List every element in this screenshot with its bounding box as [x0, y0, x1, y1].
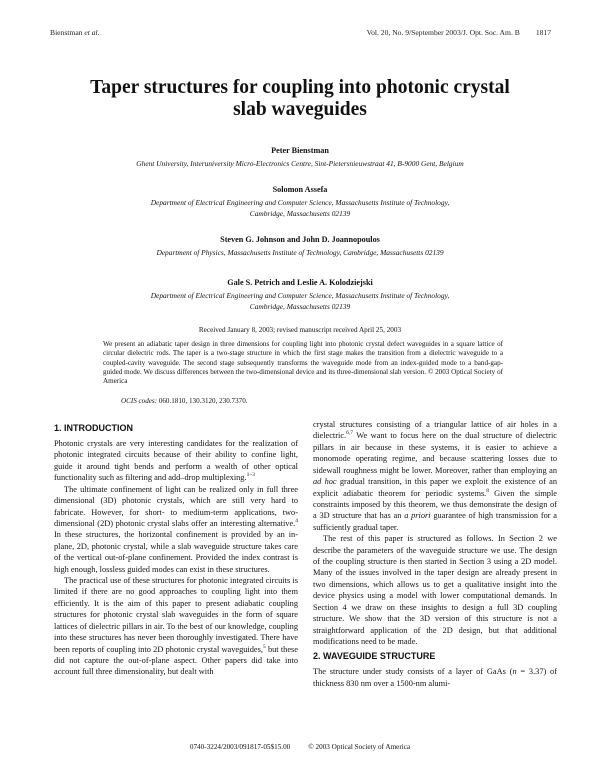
- affiliation-2-line-2: Cambridge, Massachusetts 02139: [249, 208, 351, 218]
- header-etal: et al.: [82, 28, 100, 37]
- paragraph-text: crystal structures consisting of a triangular lattice of air holes in a dielectric.: [313, 420, 557, 441]
- citation: 6,7: [346, 430, 353, 437]
- section-heading-waveguide-structure: 2. WAVEGUIDE STRUCTURE: [313, 651, 436, 662]
- affiliation-3-line-1: Department of Physics, Massachusetts Institute of Technology, Cambridge, Massachusetts 02139: [156, 248, 444, 257]
- ocis-codes: [121, 397, 248, 405]
- paragraph: [313, 666, 557, 689]
- affiliation-4-line-2: Cambridge, Massachusetts 02139: [249, 301, 351, 311]
- affiliation-4: [90, 291, 510, 312]
- paragraph-text: The ultimate confinement of light can be realized only in full three dimensional (3D) photonic crystals, which are still very hard to fabricate. However, for short- to medium-term applications, two-dimensional (2D) photonic crystal slabs offer an interesting alternative.: [54, 484, 298, 528]
- paragraph-text: We want to focus here on the dual structure of dielectric pillars in air because in these systems, it is easier to achieve a monomode operating regime, and because scattering losses due to sidewall roughness might be lower. Moreover, rather than employing an: [313, 431, 557, 475]
- author-1: Peter Bienstman: [271, 146, 329, 155]
- author-2: Solomon Assefa: [272, 185, 328, 194]
- page-footer: 0740-3224/2003/091817-05$15.00 © 2003 Optical Society of America: [189, 743, 411, 751]
- affiliation-2-line-1: Department of Electrical Engineering and Computer Science, Massachusetts Institute of Technology,: [150, 198, 450, 207]
- emphasis: ad hoc: [313, 477, 337, 487]
- header-author: Bienstman: [50, 28, 83, 37]
- citation: 4: [295, 518, 298, 525]
- title-line-2: slab waveguides: [233, 99, 367, 120]
- paragraph-text: Photonic crystals are very interesting candidates for the realization of photonic integrated circuits because of their ability to confine light, guide it around tight bends and perform a wealth of other optical functionality such as filtering and add–drop multiplexing.: [54, 439, 298, 483]
- header-journal: Vol. 20, No. 9/September 2003/J. Opt. Soc. Am. B: [366, 28, 520, 37]
- ocis-values: 060.1810, 130.3120, 230.7370.: [157, 397, 248, 405]
- emphasis: n: [512, 667, 517, 677]
- header-page-number: 1817: [535, 28, 551, 37]
- paragraph: [54, 484, 298, 575]
- paragraph-text: gradual transition, in this paper we exploit the existence of an explicit adiabatic theorem for periodic systems.: [313, 477, 557, 498]
- paragraph-text: = 3.37) of thickness 830 nm over a 1500-nm alumi-: [313, 667, 557, 688]
- affiliation-1: [90, 159, 510, 170]
- received-dates: Received January 8, 2003; revised manuscript received April 25, 2003: [198, 326, 402, 334]
- paragraph-text: In these structures, the horizontal confinement is provided by an in-plane, 2D, photonic crystal, while a slab waveguide structure takes care of the vertical out-of-plane confinement. Provided the index contrast is high enough, lossless guided modes can exist in these structures.: [54, 530, 298, 574]
- paragraph-text: The structure under study consists of a layer of GaAs (: [313, 667, 513, 677]
- author-3: Steven G. Johnson and John D. Joannopoulos: [220, 235, 380, 244]
- affiliation-3: [90, 248, 510, 259]
- citation: 8: [486, 487, 490, 494]
- paragraph-text: Given the simple constraints imposed by this theorem, we thus demonstrate the design of a 3D structure that has an: [313, 488, 557, 521]
- paragraph-text: but these did not capture the out-of-plane aspect. Other papers did take into account full three dimensionality, but dealt with: [54, 644, 298, 677]
- emphasis: a priori: [404, 511, 431, 521]
- right-column: [313, 419, 557, 689]
- affiliation-2: [90, 198, 510, 219]
- left-column: [54, 419, 298, 678]
- citation: 1–3: [246, 472, 255, 479]
- paragraph-text: guarantee of high transmission for a sufficiently gradual taper.: [313, 511, 558, 532]
- paragraph: [313, 419, 557, 533]
- citation: 5: [262, 643, 266, 650]
- ocis-label: OCIS codes:: [121, 397, 158, 405]
- affiliation-4-line-1: Department of Electrical Engineering and Computer Science, Massachusetts Institute of Technology,: [150, 291, 450, 300]
- author-4: Gale S. Petrich and Leslie A. Kolodziejski: [227, 278, 373, 287]
- running-header-left: [50, 28, 100, 37]
- title-line-1: Taper structures for coupling into photonic crystal: [90, 77, 510, 98]
- affiliation-1-line-1: Ghent University, Interuniversity Micro-Electronics Centre, Sint-Pietersnieuwstraat 41, B-9000 Gent, Belgium: [136, 159, 464, 168]
- paper-title: [60, 77, 540, 121]
- paragraph: [54, 438, 298, 484]
- running-header-right: [300, 28, 551, 37]
- paragraph-text: The rest of this paper is structured as follows. In Section 2 we describe the parameters of the waveguide structure we use. The design of the coupling structure is then started in Section 3 using a 2D model. Many of the issues involved in the taper design are already present in two dimensions, which allows us to get a qualitative insight into the device physics using a model with lower computational demands. In Section 4 we draw on these insights to design a full 3D coupling structure. We show that the 3D version of this structure is not a straightforward application of the 2D design, but that additional modifications need to be made.: [313, 534, 557, 647]
- paragraph: [313, 533, 557, 647]
- abstract: We present an adiabatic taper design in three dimensions for coupling light into photonic crystal defect waveguides in a square lattice of circular dielectric rods. The taper is a two-stage structure in which the first stage makes the transition from a dielectric waveguide to a coupled-cavity waveguide. The second stage subsequently transforms the waveguide mode from an index-guided mode to a band-gap-guided mode. We discuss differences between the two-dimensional device and its three-dimensional slab version. © 2003 Optical Society of America: [103, 340, 503, 386]
- paragraph-text: The practical use of these structures for photonic integrated circuits is limited if there are no good approaches to coupling light into them efficiently. It is the aim of this paper to present adiabatic coupling structures for photonic crystal slab waveguides in the form of square lattices of dielectric pillars in air. To the best of our knowledge, coupling into these structures has never been thoroughly investigated. There have been reports of coupling into 2D photonic crystal waveguides,: [54, 576, 298, 654]
- section-heading-introduction: 1. INTRODUCTION: [54, 423, 134, 433]
- paragraph: [54, 575, 298, 678]
